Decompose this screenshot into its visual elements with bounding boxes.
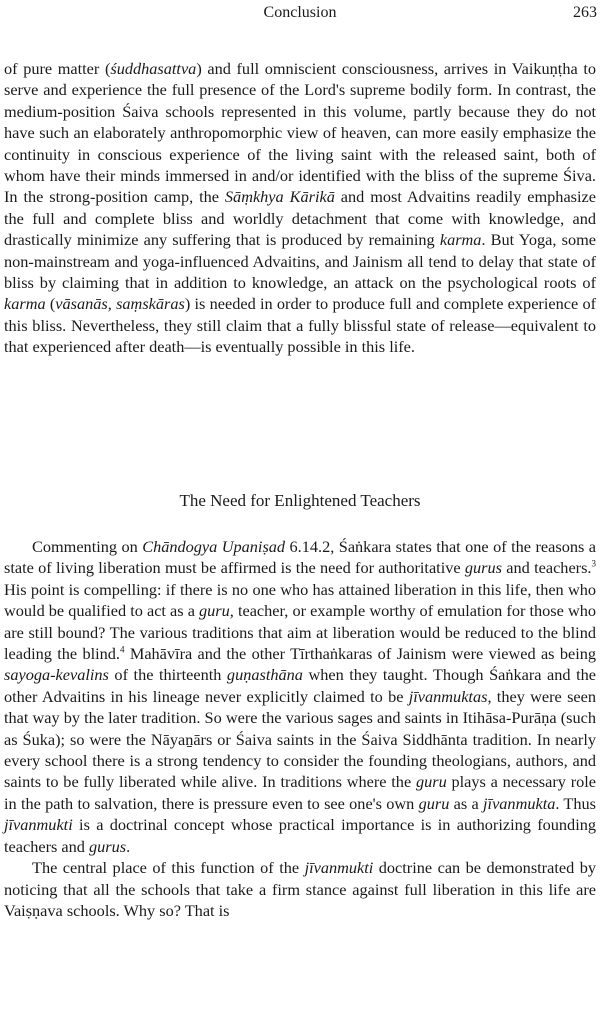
chapter-title: Conclusion	[263, 4, 337, 21]
text-run: . Thus	[555, 793, 596, 813]
paragraph	[4, 58, 596, 358]
running-header	[0, 3, 600, 23]
italic-text: guru	[418, 793, 450, 813]
italic-text: karma	[4, 294, 46, 314]
text-run: .	[126, 836, 131, 856]
italic-text: guru	[415, 772, 447, 792]
text-run: ) is needed in order to produce full and complete experience of this bliss. Nevertheless, they still claim that a fully blissful state of release—equivalent to that experienced after death—is eventually possible in this life.	[4, 294, 597, 357]
text-run: (	[45, 294, 56, 314]
italic-text: jīvanmukti	[304, 858, 374, 878]
italic-text: śuddhasattva	[110, 59, 197, 78]
text-run: ) and full omniscient consciousness, arrives in Vaikuṇṭha to serve and experience the full presence of the Lord's supreme bodily form. In contrast, the medium-position Śaiva schools represented in this volume, partly because they do not have such an elaborately anthropomorphic view of heaven, can more easily emphasize the continuity in conscious experience of the living saint with the released saint, both of whom have their minds immersed in and/or identified with the bliss of the supreme Śiva. In the strong-position camp, the	[4, 59, 596, 207]
italic-text: karma	[439, 230, 482, 250]
text-run: Mahāvīra and the other Tīrthaṅkaras of Jainism were viewed as being	[124, 644, 596, 664]
italic-text: Chāndogya Upaniṣad	[142, 537, 286, 556]
body-text-bottom	[4, 536, 596, 921]
text-run: The central place of this function of the	[32, 858, 305, 878]
text-run: , they were seen that way by the later tradition. So were the various sages and saints in Itihāsa-Purāṇa (such as Śuka); so were the Nāyaṉārs or Śaiva saints in the Śaiva Siddhānta tradition. In nearly every school there is a strong tendency to consider the founding theologians, authors, and saints to be fully liberated while alive. In traditions where the	[4, 686, 597, 792]
footnote-marker: 4	[120, 644, 125, 655]
text-run: . But Yoga, some non-mainstream and yoga-influenced Advaitins, and Jainism all tend to delay that state of bliss by claiming that in addition to knowledge, an attack on the psychological roots of	[4, 230, 596, 293]
paragraph	[4, 536, 596, 857]
text-run: and most Advaitins readily emphasize the full and complete bliss and worldly detachment that come with knowledge, and drastically minimize any suffering that is produced by remaining	[4, 187, 596, 250]
text-run: is a doctrinal concept whose practical importance is in authorizing founding teachers and	[4, 815, 596, 856]
italic-text: jīvanmukti	[4, 815, 73, 835]
text-run: 6.14.2, Śaṅkara states that one of the reasons a state of living liberation must be affirmed is the need for authoritative	[4, 537, 596, 578]
text-run: of pure matter (	[4, 59, 111, 78]
text-run: plays a necessary role in the path to salvation, there is pressure even to see one's own	[4, 772, 597, 813]
footnote-marker: 3	[591, 558, 596, 569]
text-run: , teacher, or example worthy of emulation for those who are still bound? The various traditions that aim at liberation would be reduced to the blind leading the blind.	[4, 601, 596, 664]
text-run: of the thirteenth	[108, 665, 227, 685]
italic-text: guṇasthāna	[226, 665, 303, 685]
text-run: Commenting on	[32, 537, 143, 556]
italic-text: gurus	[464, 558, 502, 578]
italic-text: sayoga-kevalins	[4, 665, 109, 685]
italic-text: gurus	[88, 836, 127, 856]
italic-text: jīvanmuktas	[408, 686, 488, 706]
section-heading: The Need for Enlightened Teachers	[179, 491, 421, 510]
body-text-top	[4, 58, 596, 358]
page-number: 263	[573, 4, 597, 21]
text-run: as a	[449, 793, 484, 813]
text-run: doctrine can be demonstrated by noticing that all the schools that take a firm stance against full liberation in this life are Vaiṣṇava schools. Why so? That is	[4, 858, 596, 920]
paragraph	[4, 857, 596, 921]
italic-text: Sāṃkhya Kārikā	[224, 187, 335, 207]
text-run: and teachers.	[502, 558, 592, 578]
italic-text: vāsanās, saṃskāras	[55, 294, 185, 314]
text-run: when they taught. Though Śaṅkara and the other Advaitins in his lineage never explicitly claimed to be	[4, 665, 596, 706]
italic-text: jīvanmukta	[483, 793, 556, 813]
text-run: His point is compelling: if there is no one who has attained liberation in this life, then who would be qualified to act as a	[4, 579, 596, 621]
italic-text: guru	[199, 601, 230, 621]
